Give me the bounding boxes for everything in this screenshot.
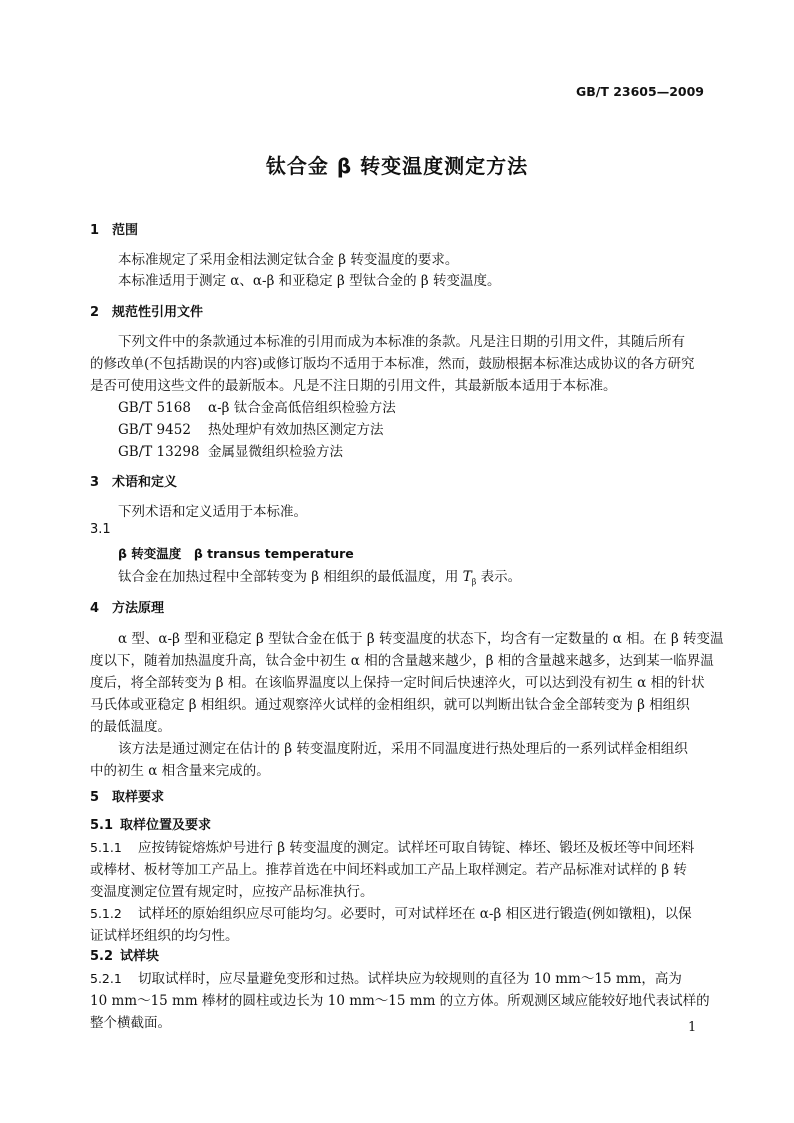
paragraph-line: 下列术语和定义适用于本标准。 [118,504,307,520]
section-number: 3 [90,475,100,490]
section-number: 5 [90,790,100,805]
paragraph-line: 变温度测定位置有规定时，应按产品标准执行。 [90,884,374,900]
section-title: 方法原理 [112,601,165,616]
reference-title: α-β 钛合金高低倍组织检验方法 [208,400,396,416]
term-cn: β 转变温度 [118,546,182,561]
reference-code: GB/T 13298 [118,444,200,460]
reference-code: GB/T 5168 [118,400,191,416]
clause-number: 5.1.2 [90,906,122,921]
paragraph-line: 度后，将全部转变为 β 相。在该临界温度以上保持一定时间后快速淬火，可以达到没有初生 α 相的针状 [90,675,705,691]
section-2-heading [90,301,203,320]
subsection-5-2-heading [90,945,159,964]
section-number: 4 [90,601,100,616]
symbol-subscript: β [471,577,477,587]
paragraph-line: 10 mm～15 mm 棒材的圆柱或边长为 10 mm～15 mm 的立方体。所观测区域应能较好地代表试样的 [90,993,710,1009]
paragraph-line: 试样坯的原始组织应尽可能均匀。必要时，可对试样坯在 α-β 相区进行锻造(例如镦粗)，以保 [138,906,692,922]
paragraph-line: 证试样坯组织的均匀性。 [90,928,239,944]
subsection-number: 5.1 [90,818,114,833]
section-title: 术语和定义 [112,475,178,490]
paragraph-line: 该方法是通过测定在估计的 β 转变温度附近，采用不同温度进行热处理后的一系列试样金相组织 [118,741,688,757]
paragraph-line: 本标准规定了采用金相法测定钛合金 β 转变温度的要求。 [118,252,459,268]
definition-text: 钛合金在加热过程中全部转变为 β 相组织的最低温度，用 [118,569,459,585]
clause-5-1-2 [90,902,692,922]
reference-item [118,418,384,438]
temperature-symbol: T [462,569,472,585]
reference-item [118,396,396,416]
standard-number: GB/T 23605—2009 [575,84,704,99]
section-number: 1 [90,223,100,238]
paragraph-line: 马氏体或亚稳定 β 相组织。通过观察淬火试样的金相组织，就可以判断出钛合金全部转变为 β 相组织 [90,697,690,713]
section-title: 规范性引用文件 [112,305,204,320]
reference-code: GB/T 9452 [118,422,191,438]
page-title: 钛合金 β 转变温度测定方法 [265,154,529,178]
section-4-heading [90,597,164,616]
subsection-title: 取样位置及要求 [120,818,212,833]
clause-5-2-1 [90,967,682,987]
reference-title: 热处理炉有效加热区测定方法 [208,422,384,438]
paragraph-line: 的修改单(不包括勘误的内容)或修订版均不适用于本标准，然而，鼓励根据本标准达成协议的各方研究 [90,356,695,372]
term-entry [118,544,354,562]
paragraph-line: 应按铸锭熔炼炉号进行 β 转变温度的测定。试样坯可取自铸锭、棒坯、锻坯及板坯等中间坯料 [138,840,695,856]
paragraph-line: 整个横截面。 [90,1015,171,1031]
paragraph-line: 下列文件中的条款通过本标准的引用而成为本标准的条款。凡是注日期的引用文件，其随后所有 [118,334,685,350]
clause-number: 3.1 [90,522,111,537]
subsection-5-1-heading [90,814,211,833]
paragraph-line: α 型、α-β 型和亚稳定 β 型钛合金在低于 β 转变温度的状态下，均含有一定数量的 α 相。在 β 转变温 [118,631,724,647]
definition-end: 表示。 [476,569,522,585]
paragraph-line: 中的初生 α 相含量来完成的。 [90,763,270,779]
paragraph-line: 的最低温度。 [90,719,171,735]
paragraph-line: 切取试样时，应尽量避免变形和过热。试样块应为较规则的直径为 10 mm～15 mm，高为 [138,971,682,987]
paragraph-line: 本标准适用于测定 α、α-β 和亚稳定 β 型钛合金的 β 转变温度。 [118,273,501,289]
clause-number: 5.1.1 [90,840,122,855]
page-number: 1 [688,1020,697,1035]
paragraph-line: 度以下，随着加热温度升高，钛合金中初生 α 相的含量越来越少，β 相的含量越来越多，达到某一临界温 [90,653,714,669]
section-3-heading [90,471,177,490]
paragraph-line: 或棒材、板材等加工产品上。推荐首选在中间坯料或加工产品上取样测定。若产品标准对试样的 β 转 [90,862,687,878]
term-definition [118,565,521,587]
section-number: 2 [90,305,100,320]
section-5-heading [90,786,164,805]
section-title: 范围 [112,223,139,238]
clause-5-1-1 [90,836,694,856]
term-en: β transus temperature [193,546,354,561]
subsection-number: 5.2 [90,949,114,964]
paragraph-line: 是否可使用这些文件的最新版本。凡是不注日期的引用文件，其最新版本适用于本标准。 [90,378,617,394]
reference-title: 金属显微组织检验方法 [208,444,343,460]
reference-item [118,440,343,460]
section-title: 取样要求 [112,790,165,805]
subsection-title: 试样块 [120,949,160,964]
clause-number: 5.2.1 [90,971,122,986]
section-1-heading [90,219,138,238]
